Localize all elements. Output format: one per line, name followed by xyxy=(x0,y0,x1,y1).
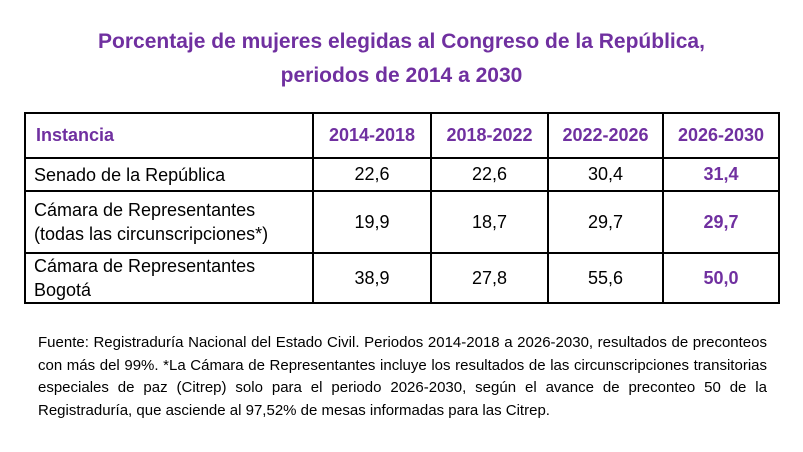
row-label-line: Bogotá xyxy=(34,280,92,300)
row-label-line: Cámara de Representantes xyxy=(34,200,256,220)
row-label-senado xyxy=(25,158,313,191)
table-header-row xyxy=(25,113,779,158)
table-row xyxy=(25,191,779,253)
cell-value: 29,7 xyxy=(548,191,663,253)
table-row xyxy=(25,253,779,303)
chart-title-line-1: Porcentaje de mujeres elegidas al Congreso de la República, xyxy=(98,30,705,53)
header-period-2018-2022: 2018-2022 xyxy=(431,113,548,158)
header-period-2014-2018: 2014-2018 xyxy=(313,113,431,158)
cell-value: 30,4 xyxy=(548,158,663,191)
row-label-camara-bogota xyxy=(25,253,313,303)
cell-value: 38,9 xyxy=(313,253,431,303)
cell-value: 22,6 xyxy=(431,158,548,191)
row-label-line: Cámara de Representantes xyxy=(34,256,256,276)
cell-value: 27,8 xyxy=(431,253,548,303)
header-instancia: Instancia xyxy=(25,113,313,158)
chart-title-line-2: periodos de 2014 a 2030 xyxy=(280,64,523,87)
table-row xyxy=(25,158,779,191)
row-label-line: Senado de la República xyxy=(34,164,226,185)
source-note: Fuente: Registraduría Nacional del Estado Civil. Periodos 2014-2018 a 2026-2030, resultados de preconteos con más del 99%. *La Cámara de Representantes incluye los resultados de las circunscripciones transitorias especiales de paz (Citrep) solo para el periodo 2026-2030, según el avance de preconteo 50 de la Registraduría, que asciende al 97,52% de mesas informadas para las Citrep. xyxy=(38,334,767,419)
cell-value-highlighted: 29,7 xyxy=(663,191,779,253)
cell-value-highlighted: 31,4 xyxy=(663,158,779,191)
row-label-camara-todas xyxy=(25,191,313,253)
cell-value: 55,6 xyxy=(548,253,663,303)
row-label-line: (todas las circunscripciones*) xyxy=(34,224,269,244)
results-table xyxy=(24,112,780,304)
header-period-2026-2030: 2026-2030 xyxy=(663,113,779,158)
cell-value-highlighted: 50,0 xyxy=(663,253,779,303)
cell-value: 19,9 xyxy=(313,191,431,253)
cell-value: 22,6 xyxy=(313,158,431,191)
cell-value: 18,7 xyxy=(431,191,548,253)
chart-title xyxy=(0,0,803,93)
header-period-2022-2026: 2022-2026 xyxy=(548,113,663,158)
